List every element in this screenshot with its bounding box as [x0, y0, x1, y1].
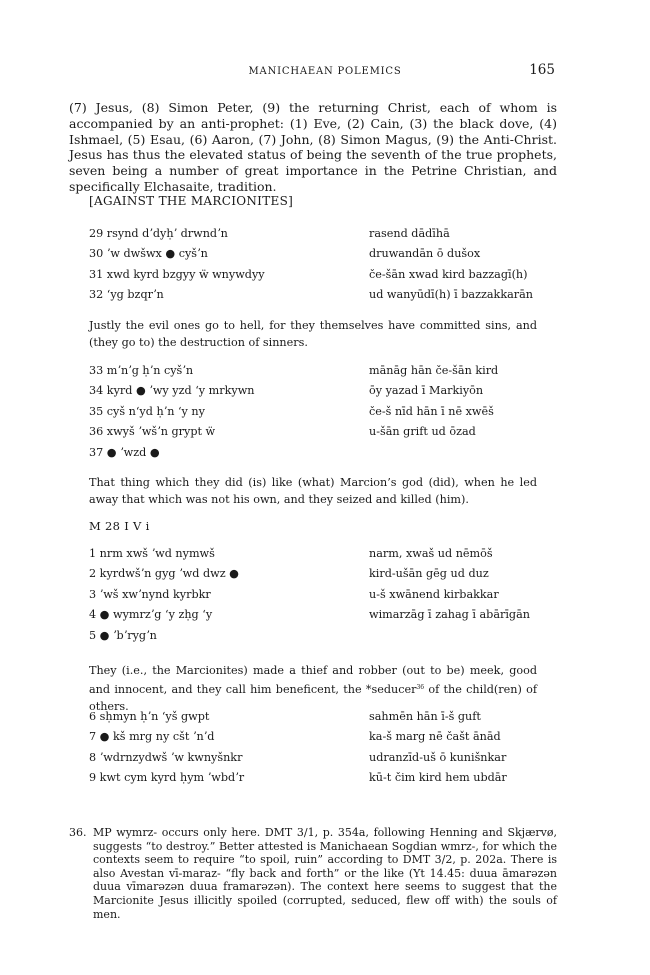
- text-block-1: [89, 224, 549, 306]
- running-header: MANICHAEAN POLEMICS: [248, 66, 402, 77]
- text-line: [89, 564, 549, 584]
- transcription: rasend dādīhā: [369, 227, 450, 240]
- transcription: u-š xwānend kirbakkar: [369, 587, 499, 601]
- transcription: udranzīd-uš ō kunišnkar: [369, 750, 507, 764]
- transliteration: 32 ʻyg bzqrʼn: [89, 288, 164, 302]
- text-line: [89, 585, 549, 605]
- page-number: 165: [529, 62, 555, 78]
- footnote-text: MP wymrz- occurs only here. DMT 3/1, p. 354a, following Henning and Skjærvø, suggests “to destroy.” Better attested is Manichaean Sogdian wmrz-, for which the contexts seem to require “to spoil, ruin” according to DMT 3/2, p. 202a. There is also Avestan vī-maraz- “fly back and forth” or the like (Yt 14.45: duua āmarəzən duua vīmarəzən duua framarəzən). The context here seems to suggest that the Marcionite Jesus illicitly spoiled (corrupted, seduced, flew off with) the souls of men.: [93, 826, 557, 921]
- transcription: če-šān xwad kird bazzagī(h): [369, 267, 528, 281]
- text-line: [89, 224, 549, 244]
- text-line: [89, 544, 549, 564]
- transliteration: 3 ʼwš xwʼnynd kyrbkr: [89, 587, 211, 601]
- translation-3-text-end: of the child(ren) of others.: [89, 683, 538, 713]
- text-line: [89, 605, 549, 625]
- transliteration: 8 ʼwdrnzydwš ʼw kwnyšnkr: [89, 750, 243, 764]
- text-line: [89, 707, 549, 727]
- text-line: [89, 285, 549, 305]
- transcription: mānāg hān če-šān kird: [369, 364, 499, 377]
- transliteration: 34 kyrd ● ʼwy yzd ʻy mrkywn: [89, 384, 255, 398]
- transliteration: 2 kyrdwšʼn gyg ʼwd dwz ●: [89, 567, 239, 581]
- text-line: [89, 626, 549, 646]
- transliteration: 1 nrm xwš ʼwd nymwš: [89, 547, 215, 560]
- translation-3-text: They (i.e., the Marcionites) made a thief and robber (out to be) meek, good and innocent, and they call him beneficent, the *seducer: [89, 664, 537, 696]
- transliteration: 33 mʼnʼg ḥʼn cyšʼn: [89, 364, 194, 377]
- transliteration: 36 xwyš ʼwšʼn grypt ẅ: [89, 425, 216, 439]
- text-line: [89, 443, 549, 463]
- text-line: [89, 768, 549, 788]
- text-line: [89, 244, 549, 264]
- text-line: [89, 402, 549, 422]
- text-line: [89, 748, 549, 768]
- manuscript-label: M 28 I V i: [89, 519, 150, 533]
- transcription: sahmēn hān ī-š guft: [369, 710, 481, 723]
- transcription: druwandān ō dušox: [369, 247, 481, 261]
- text-line: [89, 727, 549, 747]
- text-line: [89, 422, 549, 442]
- transliteration: 31 xwd kyrd bzgyy ẅ wnywdyy: [89, 267, 265, 281]
- transliteration: 4 ● wymrzʼg ʻy zḥg ʻy: [89, 608, 213, 622]
- transcription: ka-š marg nē čašt ānād: [369, 730, 501, 744]
- transcription: u-šān grift ud ōzad: [369, 425, 476, 439]
- transliteration: 35 cyš nʻyd ḥʼn ʻy ny: [89, 404, 205, 418]
- transcription: kird-ušān gēg ud duz: [369, 567, 489, 581]
- transliteration: 9 kwt cym kyrd ḥym ʼwbdʼr: [89, 771, 245, 785]
- transliteration: 30 ʼw dwšwx ● cyšʼn: [89, 247, 208, 261]
- section-heading: [AGAINST THE MARCIONITES]: [89, 194, 294, 208]
- transliteration: 6 sḥmyn ḥʼn ʻyš gwpt: [89, 710, 210, 723]
- footnote: [69, 826, 557, 921]
- text-line: [89, 361, 549, 381]
- transcription: če-š nīd hān ī nē xwēš: [369, 404, 494, 418]
- transliteration: 29 rsynd dʼdyḥʼ drwndʼn: [89, 227, 228, 240]
- transliteration: 5 ● ʼbʼrygʼn: [89, 628, 157, 642]
- footnote-reference[interactable]: 36: [416, 684, 425, 691]
- translation-2: That thing which they did (is) like (what) Marcion’s god (did), when he led away that which was not his own, and they seized and killed (him).: [89, 476, 537, 506]
- text-block-4: [89, 707, 549, 789]
- transcription: wimarzāg ī zahag ī abārīgān: [369, 608, 530, 622]
- transcription: ud wanyūdī(h) ī bazzakkarān: [369, 288, 534, 302]
- text-line: [89, 381, 549, 401]
- transcription: ōy yazad ī Markiyōn: [369, 384, 484, 398]
- transliteration: 7 ● kš mrg ny cšt ʼnʼd: [89, 730, 215, 744]
- text-block-3: [89, 544, 549, 646]
- intro-paragraph: (7) Jesus, (8) Simon Peter, (9) the returning Christ, each of whom is accompanied by an anti-prophet: (1) Eve, (2) Cain, (3) the black dove, (4) Ishmael, (5) Esau, (6) Aaron, (7) John, (8) Simon Magus, (9) the Anti-Christ. Jesus has thus the elevated status of being the seventh of the true prophets, seven being a number of great importance in the Petrine Christian, and specifically Elchasaite, tradition.: [69, 100, 557, 194]
- transcription: kū-t čim kird hem ubdār: [369, 771, 507, 785]
- text-block-2: [89, 361, 549, 463]
- text-line: [89, 265, 549, 285]
- transcription: narm, xwaš ud nēmōš: [369, 547, 493, 560]
- footnote-number: 36.: [69, 826, 87, 839]
- translation-1: Justly the evil ones go to hell, for they themselves have committed sins, and (they go to) the destruction of sinners.: [89, 319, 537, 349]
- transliteration: 37 ● ʼwzd ●: [89, 445, 160, 459]
